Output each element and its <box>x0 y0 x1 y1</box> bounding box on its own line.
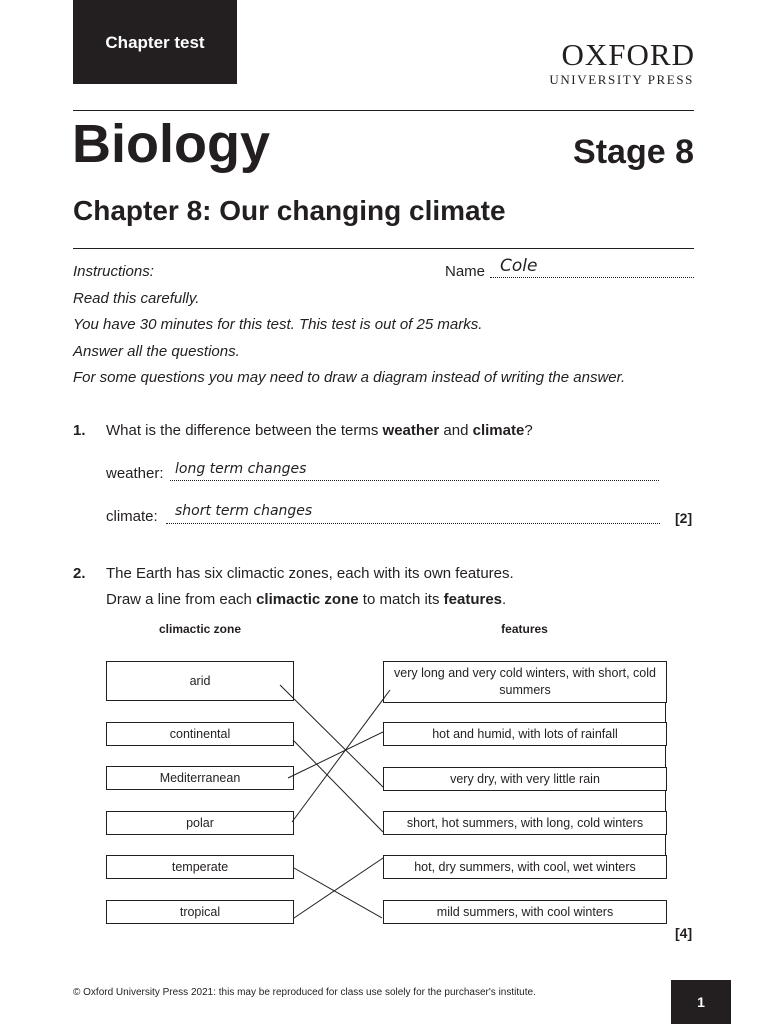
feature-box-very-dry[interactable]: very dry, with very little rain <box>383 767 667 791</box>
question-1-number: 1. <box>73 422 86 439</box>
page-number-box <box>671 980 731 1024</box>
feature-box-short-hot-summers[interactable]: short, hot summers, with long, cold winters <box>383 811 667 835</box>
climate-label: climate: <box>106 508 158 525</box>
question-2-marks: [4] <box>675 925 693 941</box>
match-line-temperate <box>294 868 382 918</box>
instruction-line: Read this carefully. <box>73 290 200 307</box>
weather-handwriting: long term changes <box>175 461 307 477</box>
feature-box-cold-winters[interactable]: very long and very cold winters, with short, cold summers <box>383 661 667 703</box>
zone-box-tropical[interactable]: tropical <box>106 900 294 924</box>
name-label: Name <box>445 263 486 280</box>
feature-box-hot-dry-summers[interactable]: hot, dry summers, with cool, wet winters <box>383 855 667 879</box>
match-line-polar <box>292 690 390 822</box>
oxford-logo: OXFORD <box>561 37 695 72</box>
match-line-tropical <box>294 858 383 918</box>
column-header-zone: climactic zone <box>158 622 242 636</box>
question-2-line-2: Draw a line from each climactic zone to match its features. <box>106 591 507 608</box>
zone-box-continental[interactable]: continental <box>106 722 294 746</box>
feature-box-hot-humid[interactable]: hot and humid, with lots of rainfall <box>383 722 667 746</box>
question-2-number: 2. <box>73 565 86 582</box>
instruction-line: You have 30 minutes for this test. This test is out of 25 marks. <box>73 316 483 333</box>
page-title: Biology <box>72 114 270 174</box>
question-1-marks: [2] <box>675 510 693 526</box>
zone-box-mediterranean[interactable]: Mediterranean <box>106 766 294 790</box>
zone-box-polar[interactable]: polar <box>106 811 294 835</box>
stage-label: Stage 8 <box>573 133 694 171</box>
zone-box-temperate[interactable]: temperate <box>106 855 294 879</box>
question-1-text: What is the difference between the terms weather and climate? <box>106 422 533 439</box>
copyright-notice: © Oxford University Press 2021: this may be reproduced for class use solely for the purchaser's institute. <box>73 987 536 998</box>
page-number: 1 <box>697 994 705 1010</box>
instruction-line: Answer all the questions. <box>73 343 240 360</box>
instructions-heading: Instructions: <box>73 263 154 280</box>
instruction-line: For some questions you may need to draw a diagram instead of writing the answer. <box>73 369 626 386</box>
name-handwriting: Cole <box>500 256 538 276</box>
feature-box-mild-summers[interactable]: mild summers, with cool winters <box>383 900 667 924</box>
chapter-title: Chapter 8: Our changing climate <box>73 195 506 226</box>
oxford-logo-subtitle: UNIVERSITY PRESS <box>549 72 694 87</box>
weather-label: weather: <box>106 465 164 482</box>
question-2-line-1: The Earth has six climactic zones, each with its own features. <box>106 565 514 582</box>
match-line-arid <box>280 685 383 787</box>
column-header-features: features <box>501 622 548 636</box>
zone-box-arid[interactable]: arid <box>106 661 294 701</box>
chapter-test-label: Chapter test <box>105 33 205 52</box>
climate-handwriting: short term changes <box>175 503 313 519</box>
match-line-mediterranean <box>288 732 383 778</box>
